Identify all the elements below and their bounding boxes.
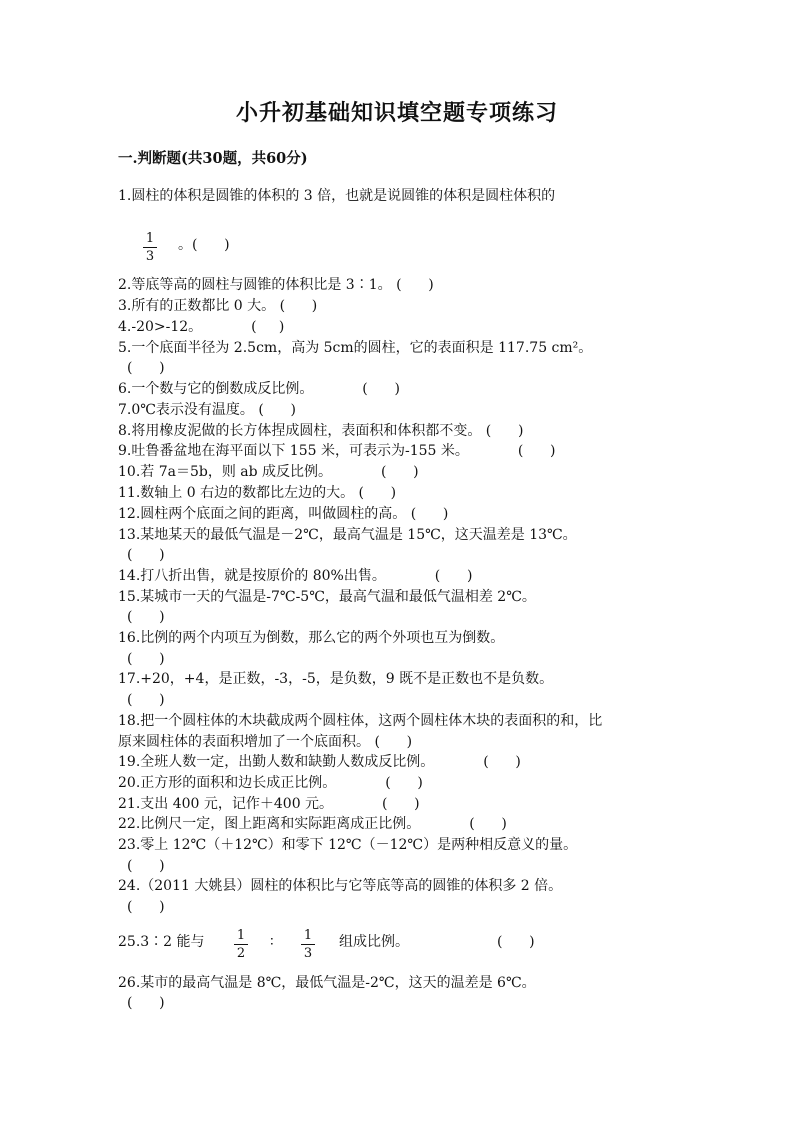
question-25-fraction-2 xyxy=(301,928,315,961)
question-22: 22.比例尺一定，图上距离和实际距离成正比例。 ( ) xyxy=(118,816,507,832)
question-21: 21.支出 400 元，记作＋400 元。 ( ) xyxy=(118,796,420,812)
question-6: 6.一个数与它的倒数成反比例。 ( ) xyxy=(118,381,400,397)
question-17-answer[interactable]: ( ) xyxy=(127,692,165,708)
question-11: 11.数轴上 0 右边的数都比左边的大。 ( ) xyxy=(118,485,397,501)
question-4: 4.-20>-12。 ( ) xyxy=(118,319,285,335)
question-25-prefix: 25.3∶2 能与 xyxy=(118,934,205,950)
question-18-text: 18.把一个圆柱体的木块截成两个圆柱体，这两个圆柱体木块的表面积的和，比 xyxy=(118,713,603,729)
question-12: 12.圆柱两个底面之间的距离，叫做圆柱的高。 ( ) xyxy=(118,506,449,522)
question-18-continued: 原来圆柱体的表面积增加了一个底面积。 ( ) xyxy=(118,734,413,750)
question-15-answer[interactable]: ( ) xyxy=(127,609,165,625)
fraction-numerator: 1 xyxy=(143,231,157,248)
question-5-answer[interactable]: ( ) xyxy=(127,360,165,376)
question-16-text: 16.比例的两个内项互为倒数，那么它的两个外项也互为倒数。 xyxy=(118,630,505,646)
question-25-fraction-1 xyxy=(234,928,248,961)
question-13-answer[interactable]: ( ) xyxy=(127,547,165,563)
section-heading: 一.判断题(共30题，共60分) xyxy=(118,150,308,167)
question-10: 10.若 7a＝5b，则 ab 成反比例。 ( ) xyxy=(118,464,419,480)
page-title: 小升初基础知识填空题专项练习 xyxy=(235,100,558,126)
question-17-text: 17.+20，+4，是正数，-3，-5，是负数，9 既不是正数也不是负数。 xyxy=(118,671,554,687)
question-26-text: 26.某市的最高气温是 8℃，最低气温是-2℃，这天的温差是 6℃。 xyxy=(118,975,536,991)
question-5-text: 5.一个底面半径为 2.5cm，高为 5cm的圆柱，它的表面积是 117.75 cm²。 xyxy=(118,340,593,356)
question-3: 3.所有的正数都比 0 大。 ( ) xyxy=(118,298,318,314)
question-8: 8.将用橡皮泥做的长方体捏成圆柱，表面积和体积都不变。 ( ) xyxy=(118,423,524,439)
question-9: 9.吐鲁番盆地在海平面以下 155 米，可表示为-155 米。 ( ) xyxy=(118,443,556,459)
question-1-text: 1.圆柱的体积是圆锥的体积的 3 倍，也就是说圆锥的体积是圆柱体积的 xyxy=(118,188,556,204)
question-7: 7.0℃表示没有温度。 ( ) xyxy=(118,402,297,418)
question-16-answer[interactable]: ( ) xyxy=(127,651,165,667)
fraction-denominator: 3 xyxy=(145,249,155,264)
question-2: 2.等底等高的圆柱与圆锥的体积比是 3∶1。 ( ) xyxy=(118,277,434,293)
question-25-suffix: 组成比例。 xyxy=(339,934,409,950)
question-23-answer[interactable]: ( ) xyxy=(127,858,165,874)
fraction-denominator: 3 xyxy=(303,946,313,961)
question-15-text: 15.某城市一天的气温是-7℃-5℃，最高气温和最低气温相差 2℃。 xyxy=(118,589,536,605)
question-19: 19.全班人数一定，出勤人数和缺勤人数成反比例。 ( ) xyxy=(118,754,521,770)
question-25-answer[interactable]: ( ) xyxy=(497,934,535,950)
question-13-text: 13.某地某天的最低气温是－2℃，最高气温是 15℃，这天温差是 13℃。 xyxy=(118,527,577,543)
question-26-answer[interactable]: ( ) xyxy=(127,995,165,1011)
question-24-answer[interactable]: ( ) xyxy=(127,899,165,915)
question-1-answer[interactable]: 。( ) xyxy=(178,237,230,253)
question-23-text: 23.零上 12℃（＋12℃）和零下 12℃（－12℃）是两种相反意义的量。 xyxy=(118,837,578,853)
question-14: 14.打八折出售，就是按原价的 80%出售。 ( ) xyxy=(118,568,473,584)
fraction-denominator: 2 xyxy=(236,946,246,961)
question-24-text: 24.（2011 大姚县）圆柱的体积比与它等底等高的圆锥的体积多 2 倍。 xyxy=(118,878,563,894)
question-25-colon: ∶ xyxy=(270,934,274,950)
fraction-numerator: 1 xyxy=(234,928,248,945)
question-1-fraction xyxy=(143,231,157,264)
fraction-numerator: 1 xyxy=(301,928,315,945)
question-20: 20.正方形的面积和边长成正比例。 ( ) xyxy=(118,775,423,791)
